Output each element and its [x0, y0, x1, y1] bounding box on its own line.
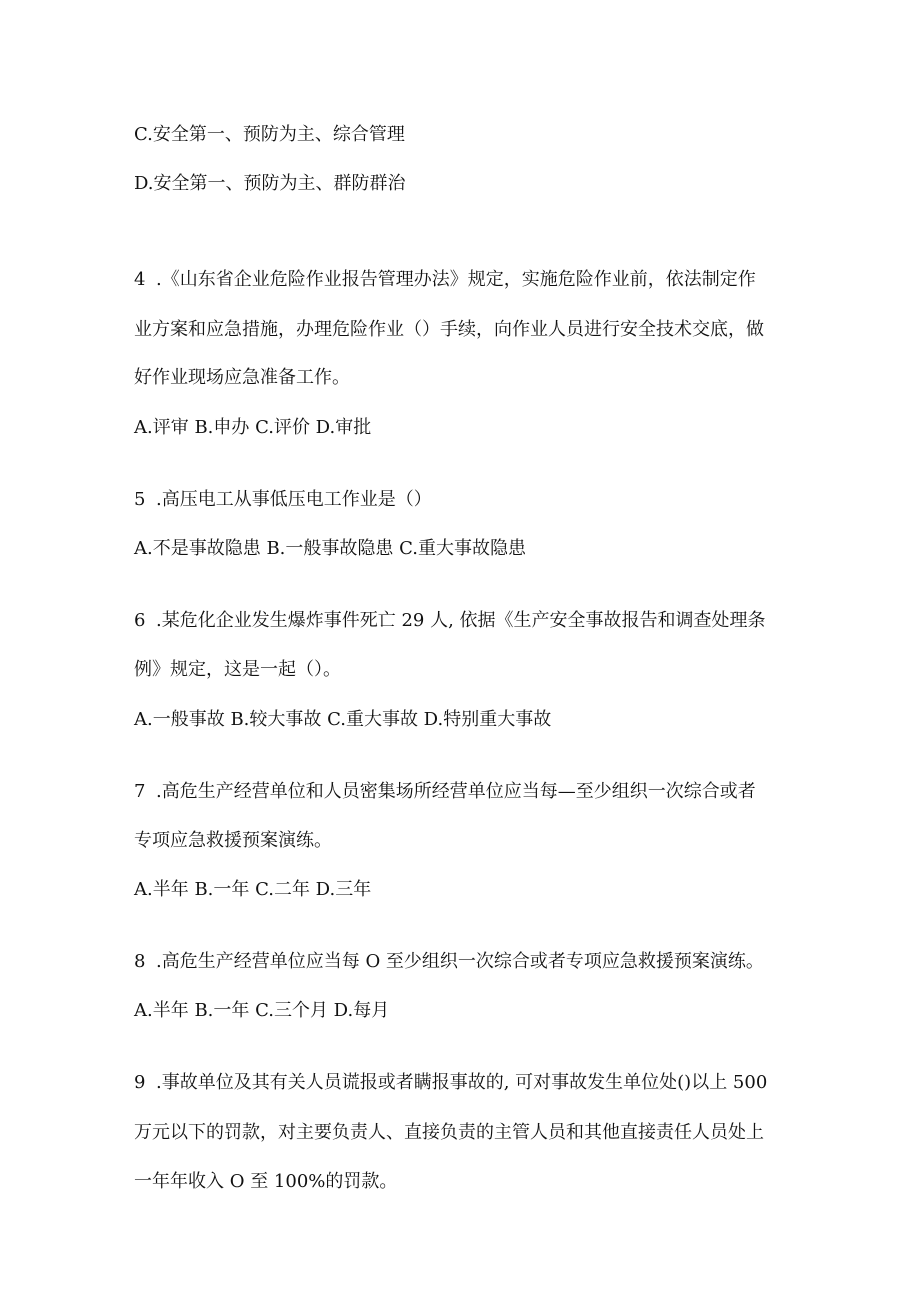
- question-number: 4: [134, 269, 146, 290]
- question-text: .高危生产经营单位和人员密集场所经营单位应当每—至少组织一次综合或者: [156, 781, 756, 802]
- question-text: .高压电工从事低压电工作业是（）: [156, 489, 432, 510]
- question-4-line-3: 好作业现场应急准备工作。: [134, 367, 350, 388]
- question-8-options: A.半年 B.一年 C.三个月 D.每月: [134, 1000, 390, 1021]
- prev-option-c: C.安全第一、预防为主、综合管理: [134, 124, 405, 145]
- question-number: 8: [134, 951, 146, 972]
- question-5-line-1: [134, 488, 432, 512]
- question-7-line-1: [134, 780, 756, 804]
- question-7-options: A.半年 B.一年 C.二年 D.三年: [134, 879, 372, 900]
- question-text: .事故单位及其有关人员谎报或者瞒报事故的, 可对事故发生单位处()以上 500: [156, 1072, 768, 1093]
- question-text: .某危化企业发生爆炸事件死亡 29 人, 依据《生产安全事故报告和调查处理条: [156, 610, 766, 631]
- question-text: .高危生产经营单位应当每 O 至少组织一次综合或者专项应急救援预案演练。: [156, 951, 764, 972]
- question-number: 5: [134, 489, 146, 510]
- prev-option-d: D.安全第一、预防为主、群防群治: [134, 173, 406, 194]
- question-5-options: A.不是事故隐患 B.一般事故隐患 C.重大事故隐患: [134, 538, 526, 559]
- question-4-line-1: [134, 268, 756, 292]
- question-9-line-1: [134, 1071, 767, 1095]
- question-6-line-1: [134, 609, 766, 633]
- question-4-line-2: 业方案和应急措施，办理危险作业（）手续，向作业人员进行安全技术交底，做: [134, 319, 764, 340]
- question-9-line-2: 万元以下的罚款，对主要负责人、直接负责的主管人员和其他直接责任人员处上: [134, 1122, 764, 1143]
- question-6-line-2: 例》规定，这是一起（）。: [134, 659, 341, 680]
- question-6-options: A.一般事故 B.较大事故 C.重大事故 D.特别重大事故: [134, 709, 552, 730]
- question-9-line-3: 一年年收入 O 至 100%的罚款。: [134, 1171, 398, 1192]
- question-text: .《山东省企业危险作业报告管理办法》规定，实施危险作业前，依法制定作: [156, 269, 756, 290]
- question-4-options: A.评审 B.申办 C.评价 D.审批: [134, 417, 372, 438]
- question-8-line-1: [134, 950, 764, 974]
- question-7-line-2: 专项应急救援预案演练。: [134, 830, 332, 851]
- question-number: 9: [134, 1072, 146, 1093]
- question-number: 7: [134, 781, 146, 802]
- question-number: 6: [134, 610, 146, 631]
